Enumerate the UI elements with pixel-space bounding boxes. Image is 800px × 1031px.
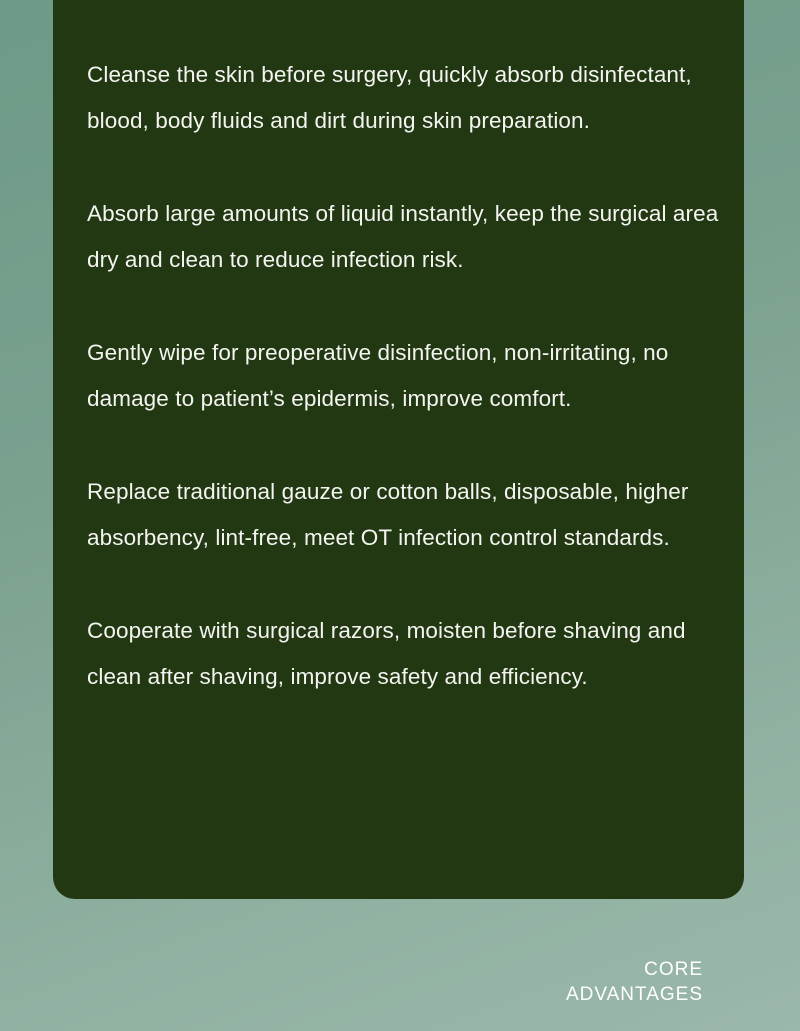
advantages-list [87,52,742,746]
core-advantages-label [566,957,703,1007]
advantage-item: Replace traditional gauze or cotton balls, disposable, higher absorbency, lint-free, meet OT infection control standards. [87,478,689,550]
advantage-item: Absorb large amounts of liquid instantly, keep the surgical area dry and clean to reduce infection risk. [87,200,719,273]
advantage-item: Gently wipe for preoperative disinfection, non-irritating, no damage to patient’s epidermis, improve comfort. [87,339,669,412]
core-label-line1: CORE [644,959,703,980]
advantage-item: Cooperate with surgical razors, moisten before shaving and clean after shaving, improve safety and efficiency. [87,617,686,689]
core-label-line2: ADVANTAGES [565,984,703,1005]
advantage-item: Cleanse the skin before surgery, quickly absorb disinfectant, blood, body fluids and dirt during skin preparation. [87,62,692,134]
advantages-card [53,0,744,899]
